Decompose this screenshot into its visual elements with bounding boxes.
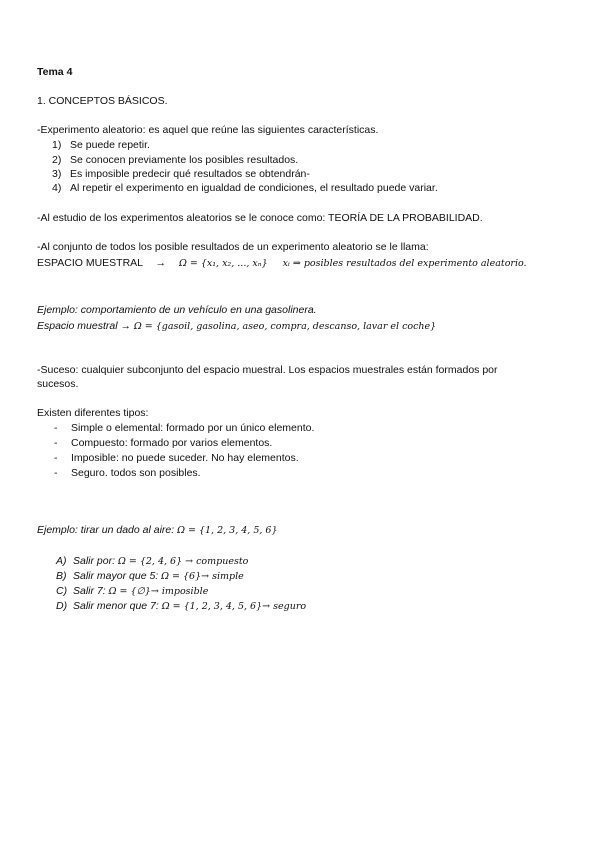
option-letter: A)	[56, 555, 67, 567]
ejemplo2-title	[37, 524, 278, 537]
item-text: Imposible: no puede suceder. No hay elementos.	[71, 452, 299, 464]
teoria-paragraph: -Al estudio de los experimentos aleatorios se le conoce como: TEORÍA DE LA PROBABILIDAD.	[37, 212, 483, 224]
option-math: Ω = {∅}→ imposible	[108, 586, 209, 597]
list-item	[52, 168, 310, 181]
page-title: Tema 4	[37, 66, 73, 78]
ejemplo2-formula: Ω = {1, 2, 3, 4, 5, 6}	[177, 525, 278, 536]
item-text: Al repetir el experimento en igualdad de condiciones, el resultado puede variar.	[70, 182, 438, 194]
ejemplo1-title: Ejemplo: comportamiento de un vehículo en una gasolinera.	[37, 304, 317, 316]
espacio-label: ESPACIO MUESTRAL	[37, 257, 143, 269]
option-letter: C)	[56, 585, 68, 597]
option-math: Ω = {6}→ simple	[161, 571, 244, 582]
list-item	[54, 437, 272, 450]
ejemplo2-label: Ejemplo: tirar un dado al aire:	[37, 524, 175, 536]
option-text: Salir por:	[73, 555, 116, 567]
item-text: Compuesto: formado por varios elementos.	[71, 437, 273, 449]
list-item	[54, 467, 201, 480]
item-number: 3)	[52, 168, 62, 180]
ejemplo1-formula-line	[37, 320, 436, 333]
option-text: Salir menor que 7:	[73, 600, 159, 612]
item-number: 2)	[52, 154, 62, 166]
option-item	[56, 555, 248, 568]
tipos-intro: Existen diferentes tipos:	[37, 407, 149, 419]
suceso-line2: sucesos.	[37, 378, 79, 390]
option-text: Salir mayor que 5:	[73, 570, 159, 582]
option-math: Ω = {2, 4, 6} → compuesto	[117, 556, 249, 567]
list-item	[52, 182, 438, 195]
item-text: Simple o elemental: formado por un único elemento.	[71, 422, 315, 434]
espacio-formula-line	[37, 257, 527, 270]
bullet-dash: -	[54, 437, 58, 449]
ejemplo1-label: Espacio muestral →	[37, 320, 131, 332]
item-text: Es imposible predecir qué resultados se obtendrán-	[70, 168, 310, 180]
espacio-formula: Ω = {x₁, x₂, ..., xₙ}	[178, 258, 268, 269]
bullet-dash: -	[54, 467, 58, 479]
arrow-icon: →	[155, 257, 167, 269]
suceso-line1: -Suceso: cualquier subconjunto del espacio muestral. Los espacios muestrales están formados por	[37, 364, 498, 376]
bullet-dash: -	[54, 422, 58, 434]
option-math: Ω = {1, 2, 3, 4, 5, 6}→ seguro	[161, 601, 307, 612]
option-letter: D)	[56, 600, 68, 612]
option-item	[56, 570, 244, 583]
experimento-intro: -Experimento aleatorio: es aquel que reúne las siguientes características.	[37, 124, 379, 136]
option-text: Salir 7:	[73, 585, 106, 597]
espacio-formula-note: xᵢ ⇒ posibles resultados del experimento aleatorio.	[282, 258, 527, 269]
item-number: 4)	[52, 182, 62, 194]
list-item	[54, 422, 314, 435]
option-letter: B)	[56, 570, 67, 582]
bullet-dash: -	[54, 452, 58, 464]
item-number: 1)	[52, 139, 62, 151]
section-heading: 1. CONCEPTOS BÁSICOS.	[37, 95, 168, 107]
list-item	[52, 154, 298, 167]
espacio-paragraph: -Al conjunto de todos los posible resultados de un experimento aleatorio se le llama:	[37, 241, 429, 253]
item-text: Se conocen previamente los posibles resultados.	[70, 154, 299, 166]
list-item	[54, 452, 299, 465]
item-text: Seguro. todos son posibles.	[71, 467, 201, 479]
option-item	[56, 585, 208, 598]
ejemplo1-formula: Ω = {gasoil, gasolina, aseo, compra, descanso, lavar el coche}	[133, 321, 437, 332]
list-item	[52, 139, 150, 152]
option-item	[56, 600, 306, 613]
item-text: Se puede repetir.	[70, 139, 150, 151]
